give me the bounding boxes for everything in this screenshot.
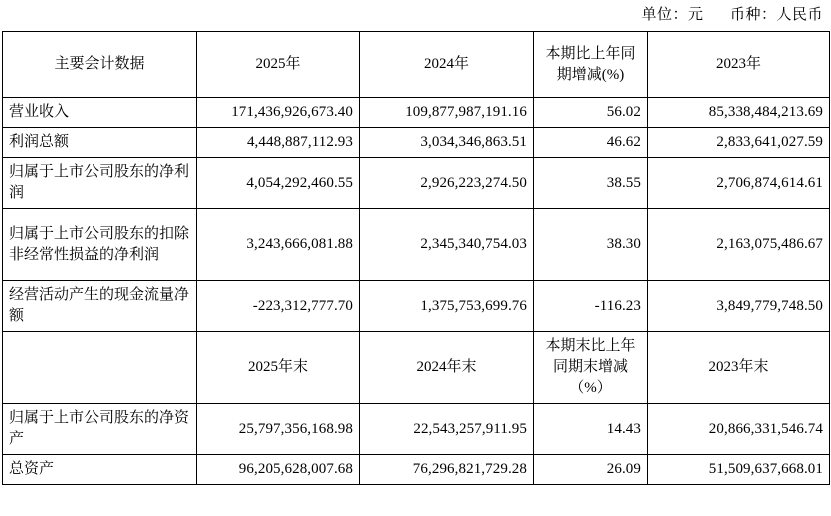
cell-net-profit-deducted-2025: 3,243,666,081.88 [197, 209, 360, 281]
cell-net-profit-2023: 2,706,874,614.61 [648, 158, 830, 209]
table-row [3, 455, 830, 485]
cell-net-profit-deducted-2023: 2,163,075,486.67 [648, 209, 830, 281]
currency-label: 币种：人民币 [729, 7, 823, 23]
financial-summary-table [2, 31, 830, 485]
row-label-net-profit: 归属于上市公司股东的净利润 [3, 158, 197, 209]
cell-net-assets-2023: 20,866,331,546.74 [648, 404, 830, 455]
unit-note [0, 0, 831, 31]
cell-operating-cashflow-2024: 1,375,753,699.76 [360, 281, 534, 332]
row-label-total-assets: 总资产 [3, 455, 197, 485]
cell-total-profit-2025: 4,448,887,112.93 [197, 128, 360, 158]
cell-operating-cashflow-2025: -223,312,777.70 [197, 281, 360, 332]
cell-total-profit-2023: 2,833,641,027.59 [648, 128, 830, 158]
row-label-net-profit-deducted: 归属于上市公司股东的扣除非经常性损益的净利润 [3, 209, 197, 281]
cell-revenue-2025: 171,436,926,673.40 [197, 98, 360, 128]
cell-operating-cashflow-2023: 3,849,779,748.50 [648, 281, 830, 332]
cell-net-profit-deducted-change: 38.30 [534, 209, 648, 281]
cell-operating-cashflow-change: -116.23 [534, 281, 648, 332]
table-header-row [3, 32, 830, 98]
table-row [3, 209, 830, 281]
cell-revenue-2023: 85,338,484,213.69 [648, 98, 830, 128]
subheader-cell-blank [3, 332, 197, 404]
subheader-cell-2023-end: 2023年末 [648, 332, 830, 404]
cell-net-profit-2025: 4,054,292,460.55 [197, 158, 360, 209]
row-label-net-assets: 归属于上市公司股东的净资产 [3, 404, 197, 455]
cell-net-assets-change: 14.43 [534, 404, 648, 455]
table-row [3, 404, 830, 455]
cell-revenue-change: 56.02 [534, 98, 648, 128]
cell-net-assets-2024: 22,543,257,911.95 [360, 404, 534, 455]
header-cell-metric: 主要会计数据 [3, 32, 197, 98]
header-cell-2024: 2024年 [360, 32, 534, 98]
cell-net-assets-2025: 25,797,356,168.98 [197, 404, 360, 455]
cell-total-profit-change: 46.62 [534, 128, 648, 158]
table-row [3, 158, 830, 209]
subheader-cell-2024-end: 2024年末 [360, 332, 534, 404]
cell-net-profit-change: 38.55 [534, 158, 648, 209]
table-row [3, 281, 830, 332]
row-label-operating-cashflow: 经营活动产生的现金流量净额 [3, 281, 197, 332]
unit-label: 单位：元 [641, 7, 704, 23]
header-cell-2023: 2023年 [648, 32, 830, 98]
table-row [3, 128, 830, 158]
table-row [3, 98, 830, 128]
cell-total-assets-2024: 76,296,821,729.28 [360, 455, 534, 485]
cell-total-assets-2023: 51,509,637,668.01 [648, 455, 830, 485]
cell-net-profit-2024: 2,926,223,274.50 [360, 158, 534, 209]
header-cell-2025: 2025年 [197, 32, 360, 98]
subheader-cell-2025-end: 2025年末 [197, 332, 360, 404]
cell-revenue-2024: 109,877,987,191.16 [360, 98, 534, 128]
row-label-total-profit: 利润总额 [3, 128, 197, 158]
subheader-cell-change-end: 本期末比上年同期末增减（%） [534, 332, 648, 404]
cell-total-assets-change: 26.09 [534, 455, 648, 485]
table-subheader-row [3, 332, 830, 404]
cell-net-profit-deducted-2024: 2,345,340,754.03 [360, 209, 534, 281]
row-label-revenue: 营业收入 [3, 98, 197, 128]
header-cell-change: 本期比上年同期增减(%) [534, 32, 648, 98]
cell-total-assets-2025: 96,205,628,007.68 [197, 455, 360, 485]
cell-total-profit-2024: 3,034,346,863.51 [360, 128, 534, 158]
